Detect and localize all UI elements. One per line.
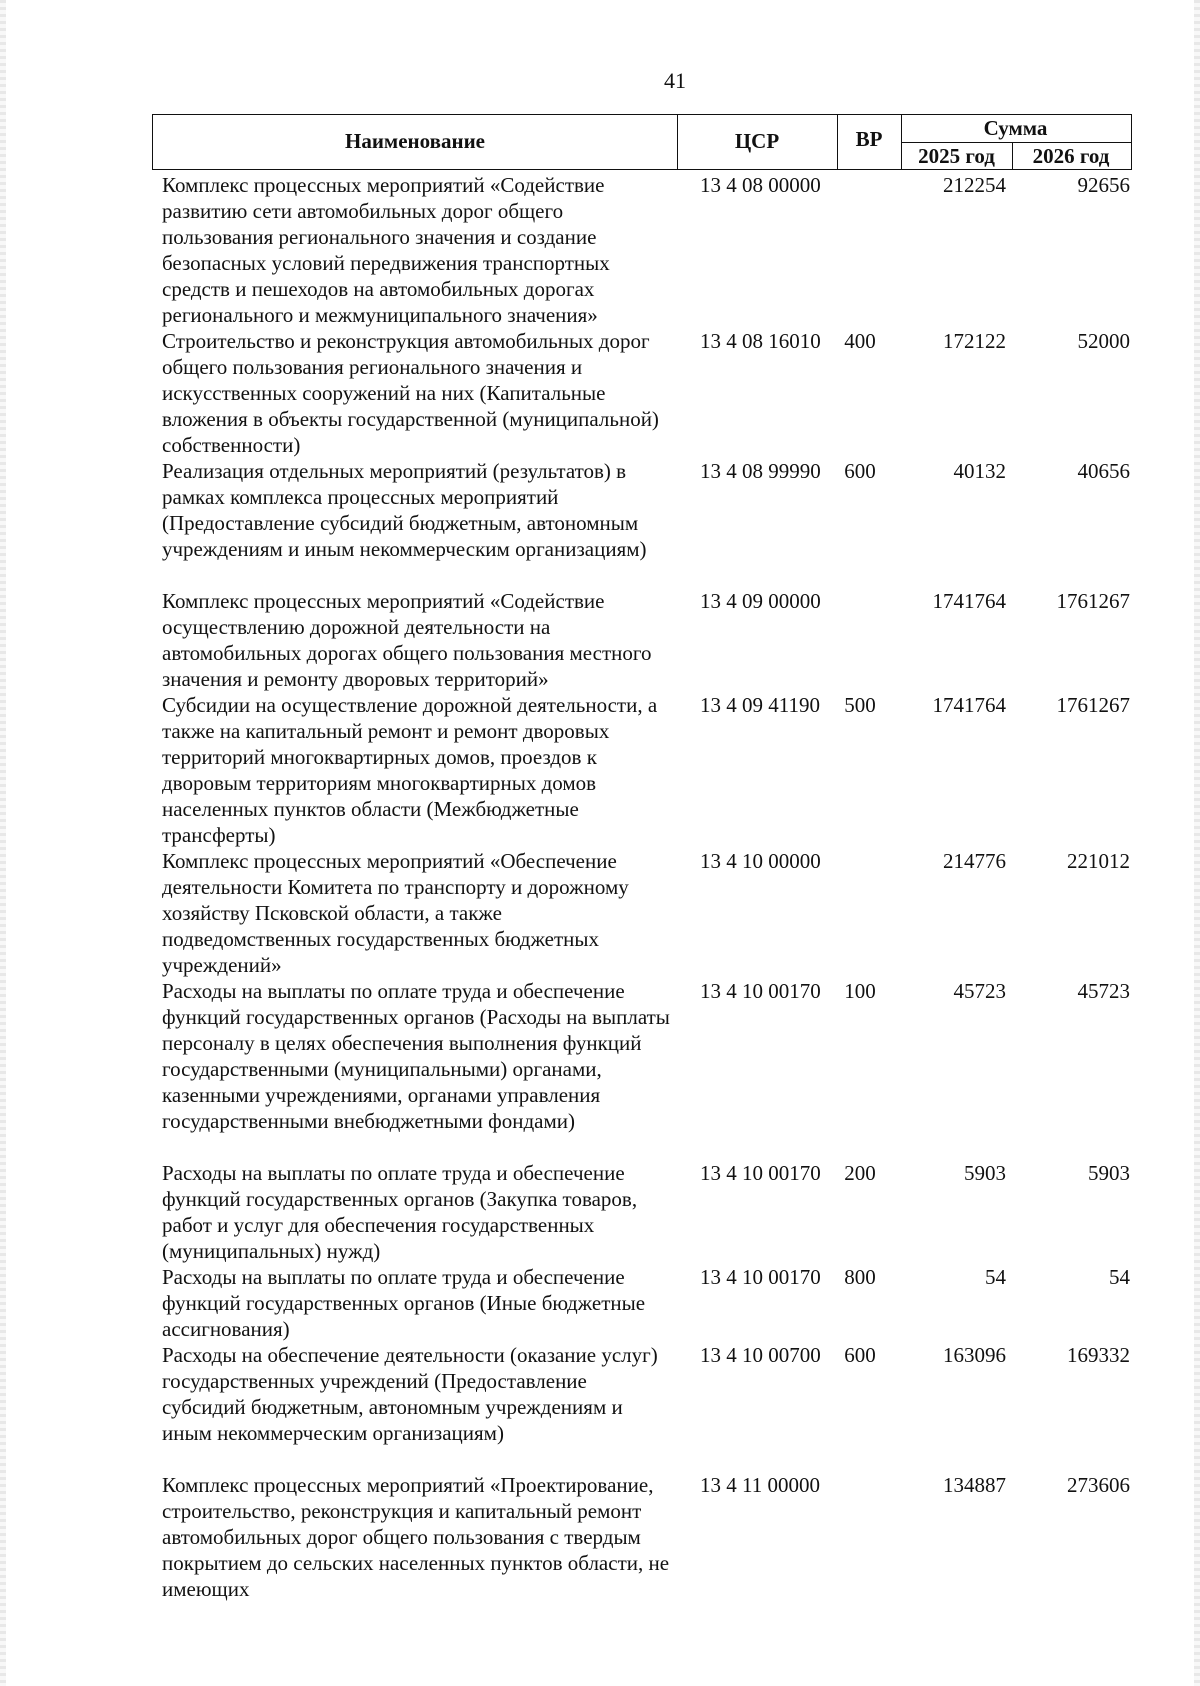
- row-amount-2026: 45723: [1077, 979, 1130, 1003]
- row-amount-2025: 214776: [943, 849, 1006, 873]
- table-row: [162, 1342, 1130, 1472]
- row-name: Расходы на обеспечение деятельности (оказание услуг) государственных учреждений (Предоставление субсидий бюджетным, автономным учреждениям и иным некоммерческим организациям): [162, 1343, 658, 1445]
- row-amount-2025: 212254: [943, 173, 1006, 197]
- scan-edge-right: [1194, 0, 1200, 1686]
- row-amount-2026: 221012: [1067, 849, 1130, 873]
- row-vr: 100: [844, 979, 876, 1003]
- table-row: [162, 328, 1130, 458]
- row-csr: 13 4 09 00000: [700, 589, 821, 613]
- table-row: [162, 172, 1130, 328]
- table-row: [162, 588, 1130, 692]
- row-vr: 500: [844, 693, 876, 717]
- row-vr: 600: [844, 459, 876, 483]
- header-divider: [901, 142, 1131, 143]
- row-amount-2026: 169332: [1067, 1343, 1130, 1367]
- header-name: Наименование: [345, 129, 485, 153]
- row-name: Расходы на выплаты по оплате труда и обеспечение функций государственных органов (Расходы на выплаты персоналу в целях обеспечения выполнения функций государственными (муниципальными) органами, казенными учреждениями, органами управления государственными внебюджетными фондами): [162, 979, 670, 1133]
- row-name: Комплекс процессных мероприятий «Обеспечение деятельности Комитета по транспорту и дорожному хозяйству Псковской области, а также подведомственных государственных бюджетных учреждений»: [162, 849, 629, 977]
- row-csr: 13 4 10 00000: [700, 849, 821, 873]
- row-csr: 13 4 10 00170: [700, 1265, 821, 1289]
- row-amount-2025: 134887: [943, 1473, 1006, 1497]
- row-amount-2025: 163096: [943, 1343, 1006, 1367]
- page-number: 41: [664, 68, 686, 93]
- header-csr: ЦСР: [734, 129, 780, 153]
- row-vr: [834, 172, 886, 328]
- row-vr: [834, 588, 886, 692]
- scan-edge-left: [0, 0, 6, 1686]
- row-name: Комплекс процессных мероприятий «Проектирование, строительство, реконструкция и капитальный ремонт автомобильных дорог общего пользования с твердым покрытием до сельских населенных пунктов области, не имеющих: [162, 1473, 670, 1601]
- row-amount-2026: 40656: [1077, 459, 1130, 483]
- row-name: Расходы на выплаты по оплате труда и обеспечение функций государственных органов (Закупка товаров, работ и услуг для обеспечения государственных (муниципальных) нужд): [162, 1161, 638, 1263]
- row-csr: 13 4 08 16010: [700, 329, 821, 353]
- row-vr: 600: [844, 1343, 876, 1367]
- header-year-2025: 2025 год: [918, 144, 995, 168]
- row-amount-2025: 54: [985, 1265, 1006, 1289]
- row-vr: 400: [844, 329, 876, 353]
- table-row: [162, 458, 1130, 588]
- row-amount-2026: 92656: [1077, 173, 1130, 197]
- row-amount-2025: 5903: [964, 1161, 1006, 1185]
- row-name: Комплекс процессных мероприятий «Содействие осуществлению дорожной деятельности на автомобильных дорогах общего пользования местного значения и ремонту дворовых территорий»: [162, 589, 652, 691]
- row-csr: 13 4 09 41190: [700, 693, 820, 717]
- row-name: Строительство и реконструкция автомобильных дорог общего пользования регионального значения и искусственных сооружений на них (Капитальные вложения в объекты государственной (муниципальной) собственности): [162, 329, 659, 457]
- row-vr: 200: [844, 1161, 876, 1185]
- row-amount-2026: 1761267: [1056, 693, 1130, 717]
- table-row: [162, 692, 1130, 848]
- table-row: [162, 978, 1130, 1160]
- table-body: [162, 172, 1130, 1602]
- row-amount-2026: 54: [1109, 1265, 1130, 1289]
- row-csr: 13 4 10 00170: [700, 979, 821, 1003]
- row-amount-2026: 5903: [1088, 1161, 1130, 1185]
- row-vr: [834, 1472, 886, 1602]
- row-amount-2026: 273606: [1067, 1473, 1130, 1497]
- table-row: [162, 848, 1130, 978]
- row-amount-2026: 1761267: [1056, 589, 1130, 613]
- row-name: Расходы на выплаты по оплате труда и обеспечение функций государственных органов (Иные бюджетные ассигнования): [162, 1265, 646, 1341]
- table-row: [162, 1472, 1130, 1602]
- row-csr: 13 4 10 00170: [700, 1161, 821, 1185]
- row-name: Комплекс процессных мероприятий «Содействие развитию сети автомобильных дорог общего пользования регионального значения и создание безопасных условий передвижения транспортных средств и пешеходов на автомобильных дорогах регионального и межмуниципального значения»: [162, 173, 610, 327]
- row-amount-2025: 172122: [943, 329, 1006, 353]
- row-vr: [834, 848, 886, 978]
- header-sum: Сумма: [983, 116, 1048, 140]
- row-amount-2025: 45723: [953, 979, 1006, 1003]
- row-amount-2026: 52000: [1077, 329, 1130, 353]
- header-year-2026: 2026 год: [1032, 144, 1110, 168]
- row-csr: 13 4 10 00700: [700, 1343, 821, 1367]
- table-row: [162, 1160, 1130, 1264]
- row-name: Реализация отдельных мероприятий (результатов) в рамках комплекса процессных мероприятий (Предоставление субсидий бюджетным, автономным учреждениям и иным некоммерческим организациям): [162, 459, 647, 561]
- row-vr: 800: [844, 1265, 876, 1289]
- row-amount-2025: 1741764: [932, 589, 1006, 613]
- table-header: [152, 114, 1132, 170]
- row-name: Субсидии на осуществление дорожной деятельности, а также на капитальный ремонт и ремонт дворовых территорий многоквартирных домов, проездов к дворовым территориям многоквартирных домов населенных пунктов области (Межбюджетные трансферты): [162, 693, 658, 847]
- row-amount-2025: 1741764: [932, 693, 1006, 717]
- table-row: [162, 1264, 1130, 1342]
- row-csr: 13 4 08 00000: [700, 173, 821, 197]
- row-csr: 13 4 11 00000: [700, 1473, 820, 1497]
- row-amount-2025: 40132: [953, 459, 1006, 483]
- header-vr: ВР: [855, 127, 883, 151]
- row-csr: 13 4 08 99990: [700, 459, 821, 483]
